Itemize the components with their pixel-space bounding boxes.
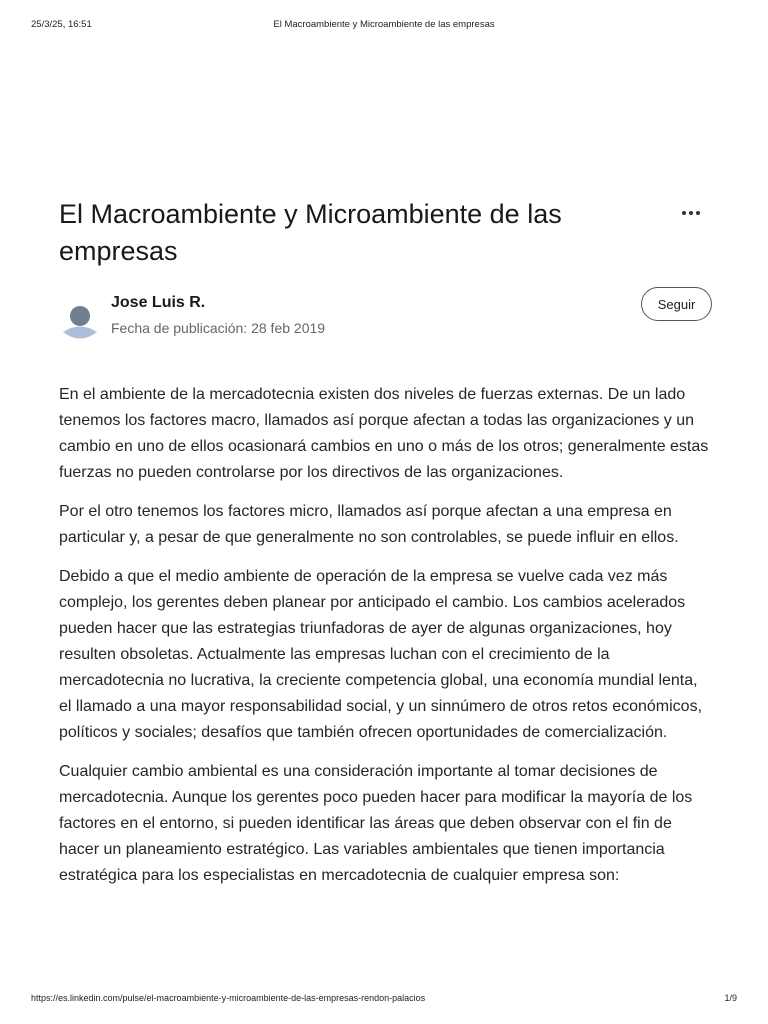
follow-button[interactable]: Seguir — [641, 287, 712, 321]
print-header — [31, 19, 737, 33]
ellipsis-icon — [682, 211, 686, 215]
person-placeholder-icon — [61, 299, 99, 339]
page-number: 1/9 — [724, 993, 737, 1003]
article-paragraph: Cualquier cambio ambiental es una consideración importante al tomar decisiones de mercadotecnia. Aunque los gerentes poco pueden hacer para modificar la mayoría de los factores en el entorno, si pueden identificar las áreas que deben observar con el fin de hacer un planeamiento estratégico. Las variables ambientales que tienen importancia estratégica para los especialistas en mercadotecnia de cualquier empresa son: — [59, 763, 693, 884]
more-options-button[interactable] — [676, 200, 706, 226]
article-paragraph: En el ambiente de la mercadotecnia existen dos niveles de fuerzas externas. De un lado tenemos los factores macro, llamados así porque afectan a todas las organizaciones y un cambio en uno de ellos ocasionará cambios en uno o más de los otros; generalmente estas fuerzas no pueden controlarse por los directivos de las organizaciones. — [59, 386, 709, 481]
print-footer — [31, 993, 737, 1007]
article-body — [59, 382, 711, 902]
article-title: El Macroambiente y Microambiente de las empresas — [59, 199, 562, 266]
print-page-title: El Macroambiente y Microambiente de las empresas — [273, 19, 495, 30]
publication-date: Fecha de publicación: 28 feb 2019 — [111, 320, 326, 336]
print-url: https://es.linkedin.com/pulse/el-macroambiente-y-microambiente-de-las-empresas-rendon-palacios — [31, 993, 426, 1003]
avatar[interactable] — [61, 299, 99, 339]
print-datetime: 25/3/25, 16:51 — [31, 19, 92, 30]
article-paragraph: Por el otro tenemos los factores micro, llamados así porque afectan a una empresa en particular y, a pesar de que generalmente no son controlables, se puede influir en ellos. — [59, 503, 679, 546]
article-paragraph: Debido a que el medio ambiente de operación de la empresa se vuelve cada vez más complejo, los gerentes deben planear por anticipado el cambio. Los cambios acelerados pueden hacer que las estrategias triunfadoras de ayer de algunas organizaciones, hoy resulten obsoletas. Actualmente las empresas luchan con el crecimiento de la mercadotecnia no lucrativa, la creciente competencia global, una economía mundial lenta, el llamado a una mayor responsabilidad social, y un sinnúmero de otros retos económicos, políticos y sociales; desafíos que también ofrecen oportunidades de comercialización. — [59, 568, 703, 741]
author-name[interactable]: Jose Luis R. — [111, 294, 206, 311]
